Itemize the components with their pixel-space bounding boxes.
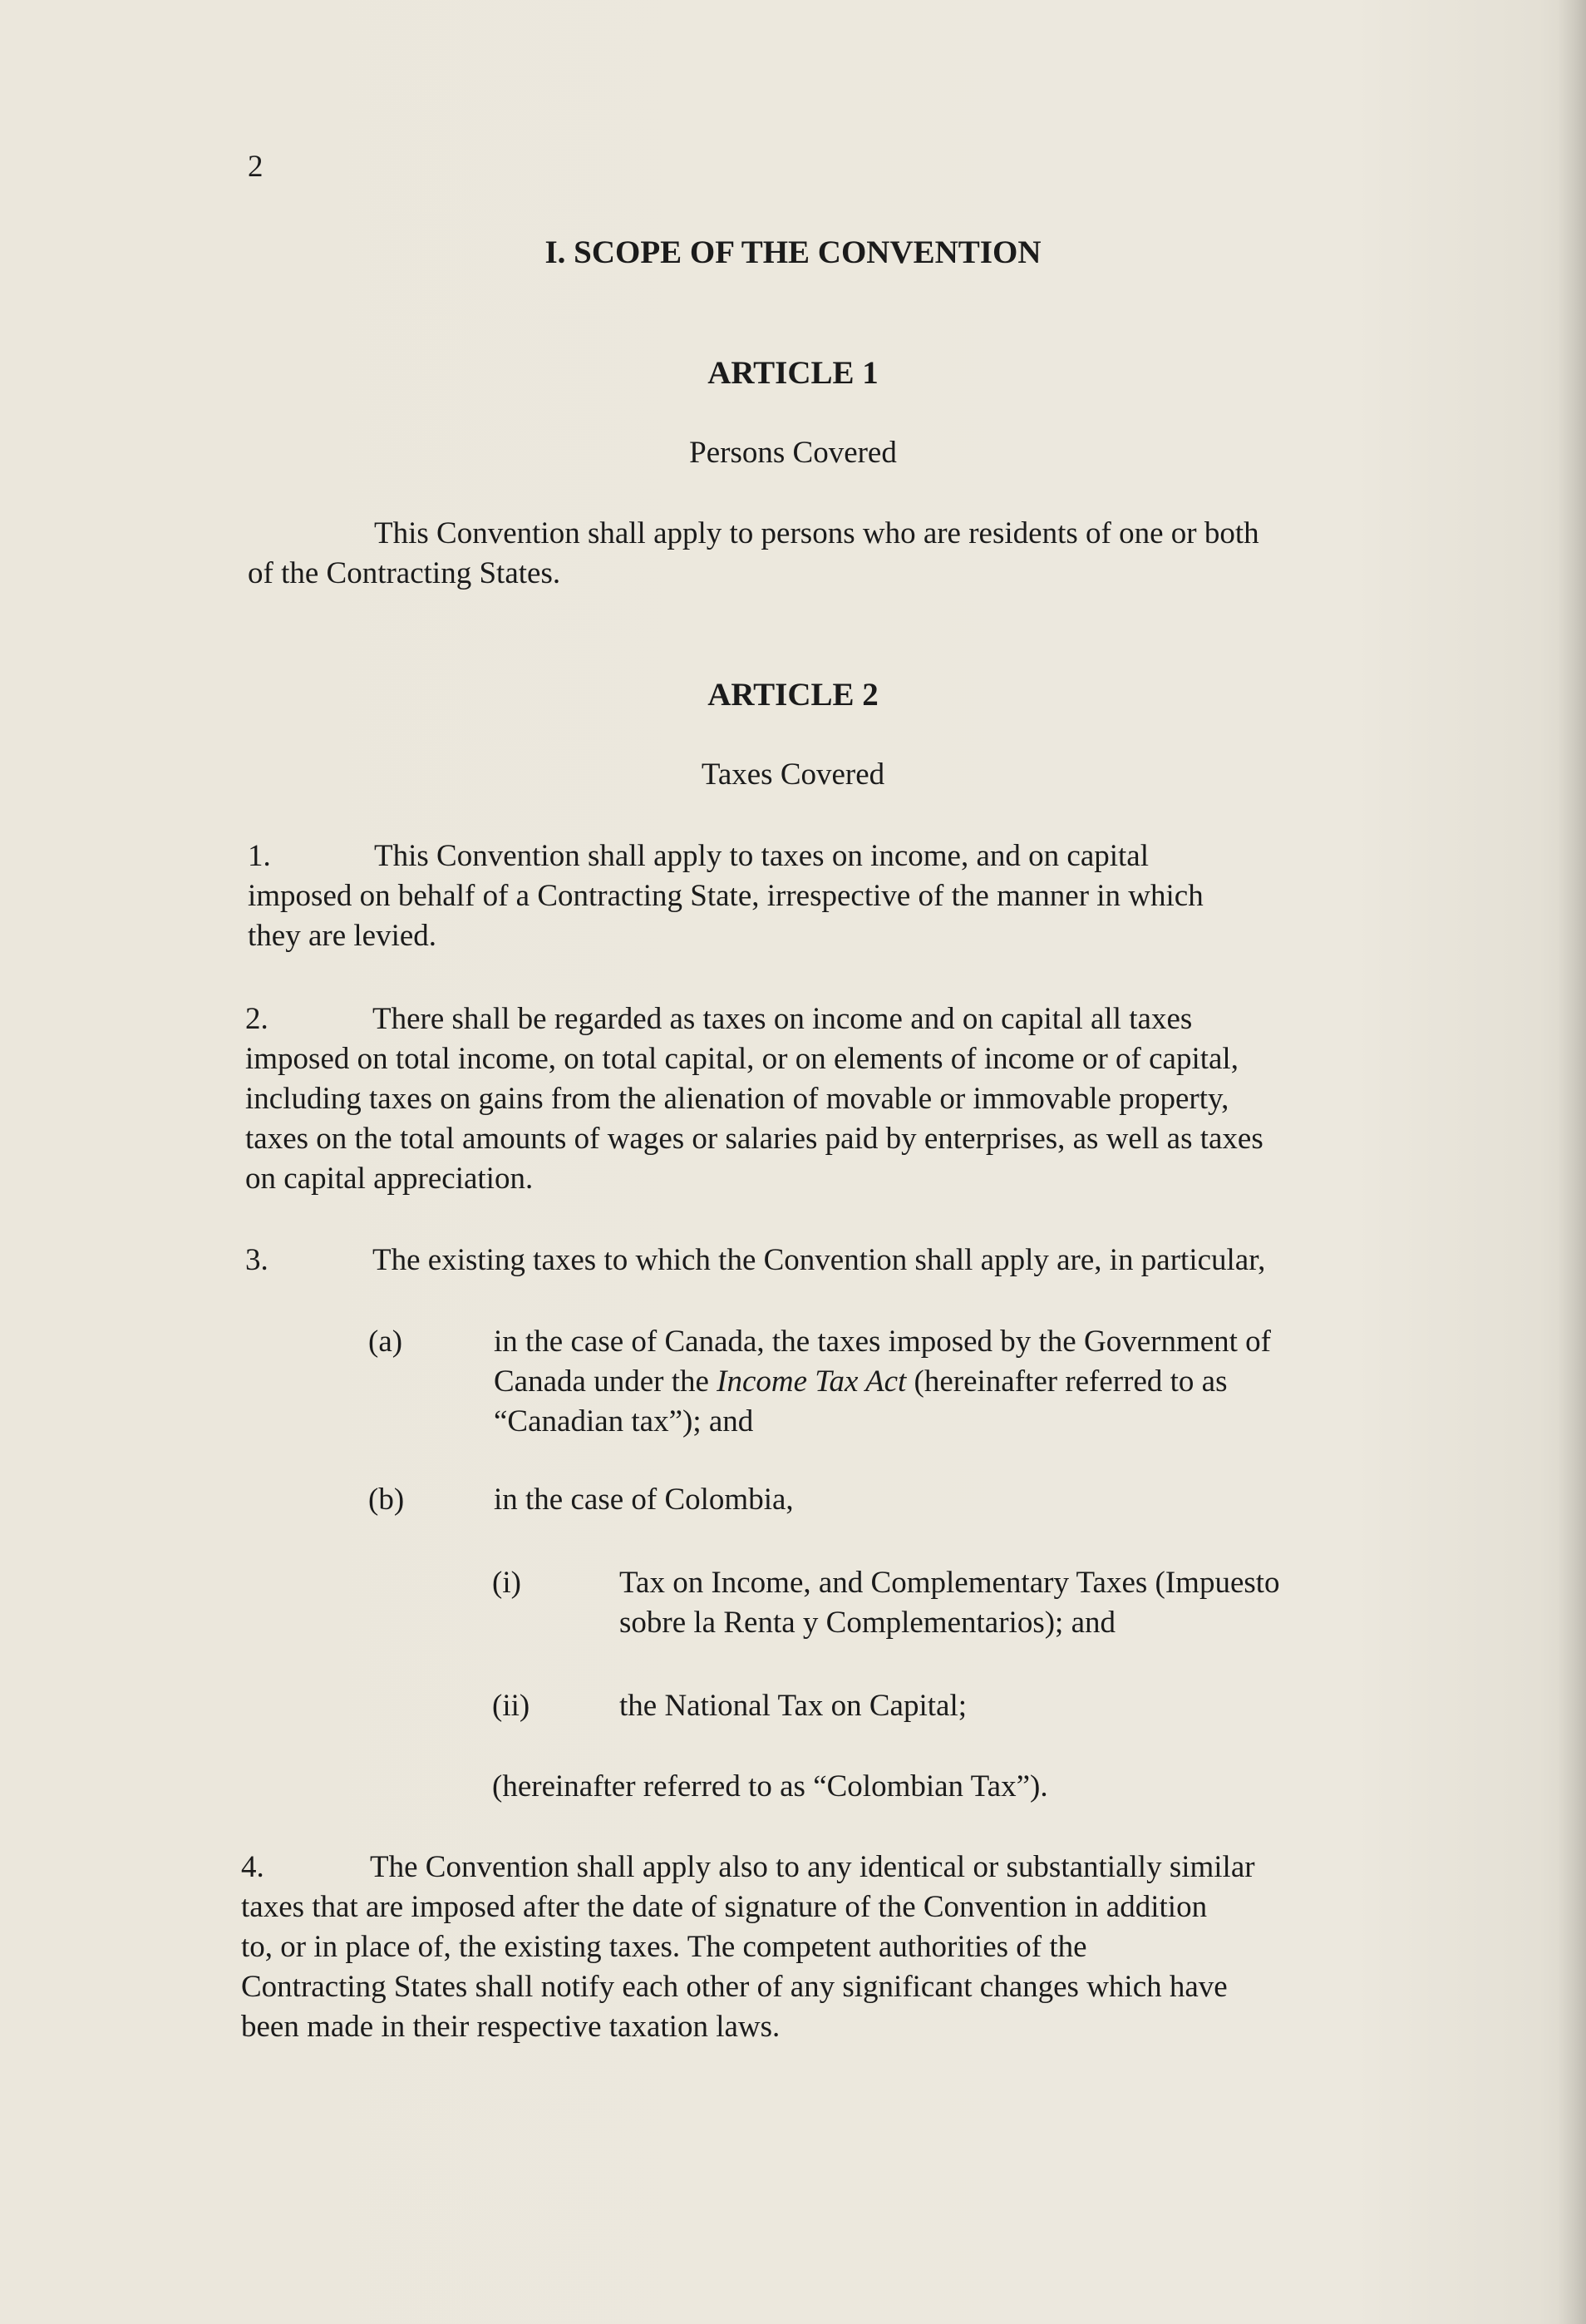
article-1-text bbox=[248, 514, 1259, 594]
page-number: 2 bbox=[248, 150, 264, 184]
article-1-subtitle: Persons Covered bbox=[689, 436, 897, 470]
paragraph-1-text bbox=[248, 836, 1204, 956]
item-a-line-2 bbox=[494, 1362, 1271, 1402]
item-a-line-3: “Canadian tax”); and bbox=[494, 1404, 754, 1438]
income-tax-act-title: Income Tax Act bbox=[717, 1364, 907, 1399]
paragraph-4-line-2: taxes that are imposed after the date of signature of the Convention in addition bbox=[241, 1890, 1208, 1924]
item-i-text bbox=[619, 1563, 1280, 1643]
paragraph-4-line-4: Contracting States shall notify each other of any significant changes which have bbox=[241, 1970, 1228, 2004]
item-i-line-2: sobre la Renta y Complementarios); and bbox=[619, 1606, 1116, 1640]
paragraph-2-line-4: taxes on the total amounts of wages or salaries paid by enterprises, as well as taxes bbox=[245, 1122, 1263, 1156]
item-ii-text: the National Tax on Capital; bbox=[619, 1689, 968, 1723]
article-1-line-1: This Convention shall apply to persons who are residents of one or both bbox=[374, 516, 1259, 550]
article-1-title: ARTICLE 1 bbox=[707, 355, 879, 391]
item-i-label: (i) bbox=[492, 1566, 521, 1600]
paragraph-1-line-1: This Convention shall apply to taxes on income, and on capital bbox=[374, 839, 1150, 873]
item-a-text bbox=[494, 1322, 1271, 1442]
article-2-title: ARTICLE 2 bbox=[707, 677, 879, 713]
item-a-line-2-pre: Canada under the bbox=[494, 1364, 717, 1399]
paragraph-1-line-2: imposed on behalf of a Contracting State, irrespective of the manner in which bbox=[248, 879, 1204, 913]
paragraph-2-line-1: There shall be regarded as taxes on income and on capital all taxes bbox=[372, 1002, 1193, 1036]
item-i-line-1: Tax on Income, and Complementary Taxes (Impuesto bbox=[619, 1566, 1280, 1600]
paragraph-2-text bbox=[245, 999, 1263, 1199]
item-b-text: in the case of Colombia, bbox=[494, 1483, 794, 1517]
colombian-tax-definition: (hereinafter referred to as “Colombian Tax”). bbox=[492, 1769, 1048, 1803]
paragraph-2-number: 2. bbox=[245, 1002, 268, 1036]
article-2-subtitle: Taxes Covered bbox=[701, 757, 885, 792]
page-edge-shadow bbox=[1558, 0, 1586, 2324]
paragraph-2-line-2: imposed on total income, on total capital, or on elements of income or of capital, bbox=[245, 1042, 1239, 1076]
paragraph-4-line-3: to, or in place of, the existing taxes. The competent authorities of the bbox=[241, 1930, 1087, 1964]
section-title: I. SCOPE OF THE CONVENTION bbox=[544, 234, 1042, 270]
paragraph-3-number: 3. bbox=[245, 1243, 268, 1277]
paragraph-1-line-3: they are levied. bbox=[248, 919, 437, 953]
item-b-label: (b) bbox=[368, 1483, 405, 1517]
paragraph-4-text bbox=[241, 1848, 1255, 2047]
paragraph-4-line-1: The Convention shall apply also to any identical or substantially similar bbox=[370, 1850, 1255, 1884]
paragraph-2-line-5: on capital appreciation. bbox=[245, 1162, 534, 1196]
paragraph-2-line-3: including taxes on gains from the alienation of movable or immovable property, bbox=[245, 1082, 1229, 1116]
paragraph-4-line-5: been made in their respective taxation laws. bbox=[241, 2010, 781, 2044]
paragraph-3-intro: The existing taxes to which the Convention shall apply are, in particular, bbox=[372, 1243, 1266, 1277]
article-1-line-2: of the Contracting States. bbox=[248, 556, 561, 590]
item-ii-label: (ii) bbox=[492, 1689, 530, 1723]
item-a-line-2-post: (hereinafter referred to as bbox=[906, 1364, 1228, 1399]
item-a-label: (a) bbox=[368, 1325, 403, 1359]
paragraph-1-number: 1. bbox=[248, 839, 271, 873]
paragraph-4-number: 4. bbox=[241, 1850, 264, 1884]
item-a-line-1: in the case of Canada, the taxes imposed by the Government of bbox=[494, 1325, 1271, 1359]
